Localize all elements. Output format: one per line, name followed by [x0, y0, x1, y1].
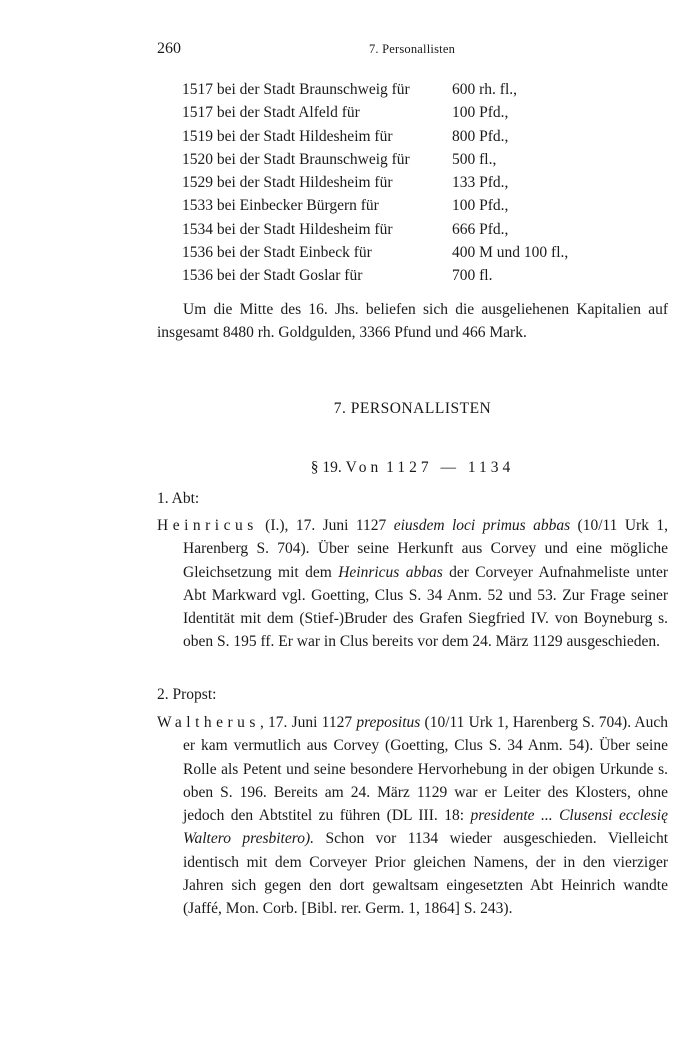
loan-row [182, 148, 672, 171]
propst-entry [157, 711, 668, 921]
paragraph-title-word: Von [345, 459, 383, 476]
loan-row [182, 171, 672, 194]
loan-amount: 100 Pfd., [452, 197, 509, 215]
loan-amount: 500 fl., [452, 150, 497, 168]
abt-name: Heinricus [157, 517, 258, 534]
propst-text-2: (10/11 Urk 1, Harenberg S. 704). Auch er kam vermutlich aus Corvey (Goetting, Clus S. 34 Anm. 54). Über seine Rolle als Petent und seine besondere Hervorhebung in der obigen Urkunde s. oben S. 196. Bereits am 24. März 1129 war er Leiter des Klosters, ohne jedoch den Abtstitel zu führen (DL III. 18: [183, 714, 669, 825]
abt-text-3: der Corveyer Aufnahmeliste unter Abt Markward vgl. Goetting, Clus S. 34 Anm. 52 und 53. Zur Frage seiner Identität mit dem (Stief-)Bruder des Grafen Siegfried IV. von Boyneburg s. oben S. 195 ff. Er war in Clus bereits vor dem 24. März 1129 ausgeschieden. [183, 563, 668, 651]
propst-name: Waltherus [157, 714, 260, 731]
propst-text-3: Schon vor 1134 wieder ausgeschieden. Vielleicht identisch mit dem Corveyer Prior gleichen Namens, der in den vierziger Jahren sich gegen den dort gewaltsam eingesetzten Abt Heinrich wandte (Jaffé, Mon. Corb. [Bibl. rer. Germ. 1, 1864] S. 243). [183, 830, 668, 918]
loan-row [182, 264, 672, 287]
page-header [157, 40, 667, 62]
loan-description: 1534 bei der Stadt Hildesheim für [182, 220, 393, 238]
loan-row [182, 241, 672, 264]
summary-paragraph: Um die Mitte des 16. Jhs. beliefen sich die ausgeliehenen Kapitalien auf insgesamt 8480 rh. Goldgulden, 3366 Pfund und 466 Mark. [157, 301, 668, 342]
loan-list [182, 78, 672, 288]
paragraph-title-range: 1127 — 1134 [386, 459, 515, 476]
loan-description: 1536 bei der Stadt Einbeck für [182, 244, 372, 262]
loan-description: 1517 bei der Stadt Braunschweig für [182, 81, 410, 98]
section-sign: § 19. [310, 459, 342, 476]
loan-amount: 800 Pfd., [452, 127, 509, 145]
propst-heading: 2. Propst: [157, 686, 217, 703]
loan-description: 1533 bei Einbecker Bürgern für [182, 197, 379, 215]
loan-description: 1520 bei der Stadt Braunschweig für [182, 150, 410, 168]
paragraph-title [157, 459, 668, 477]
loan-row [182, 101, 672, 124]
abt-italic-1: eiusdem loci primus abbas [393, 517, 571, 534]
abt-italic-2: Heinricus abbas [338, 563, 443, 581]
loan-amount: 100 Pfd., [452, 104, 509, 122]
loan-description: 1529 bei der Stadt Hildesheim für [182, 174, 393, 192]
loan-amount: 400 M und 100 fl., [452, 244, 569, 262]
loan-amount: 133 Pfd., [452, 174, 509, 192]
loan-description: 1517 bei der Stadt Alfeld für [182, 104, 360, 122]
abt-heading: 1. Abt: [157, 490, 200, 507]
loan-row [182, 125, 672, 148]
propst-italic-2: presidente ... Clusensi ecclesię Waltero presbitero). [183, 807, 668, 848]
loan-row [182, 194, 672, 217]
loan-description: 1519 bei der Stadt Hildesheim für [182, 127, 393, 145]
running-head: 7. Personallisten [368, 42, 456, 56]
section-title: 7. PERSONALLISTEN [333, 400, 492, 417]
abt-text-1: (I.), 17. Juni 1127 [257, 517, 394, 534]
loan-amount: 666 Pfd., [452, 220, 509, 238]
propst-italic-1: prepositus [356, 714, 421, 731]
loan-amount: 600 rh. fl., [452, 81, 518, 98]
loan-description: 1536 bei der Stadt Goslar für [182, 267, 363, 285]
propst-text-1: , 17. Juni 1127 [259, 714, 357, 731]
loan-row [182, 78, 672, 101]
abt-entry [157, 514, 668, 654]
loan-amount: 700 fl. [452, 267, 493, 285]
abt-text-2: (10/11 Urk 1, Harenberg S. 704). Über seine Herkunft aus Corvey und eine mögliche Gleichsetzung mit dem [183, 517, 669, 581]
loan-row [182, 218, 672, 241]
page-number: 260 [157, 40, 181, 57]
